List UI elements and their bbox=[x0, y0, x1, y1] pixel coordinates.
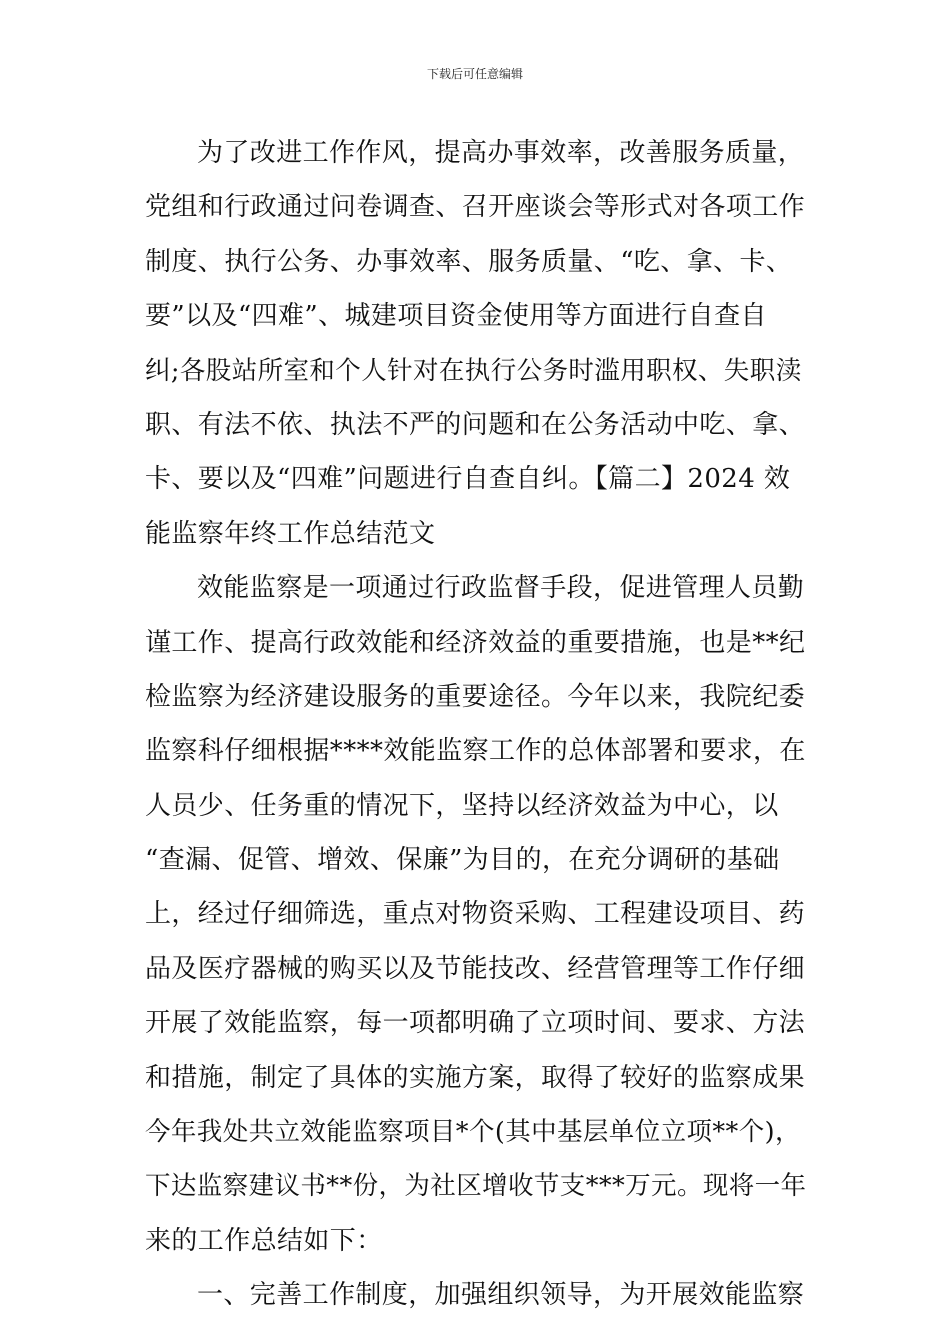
text-line: 制度、执行公务、办事效率、服务质量、“吃、拿、卡、 bbox=[145, 246, 793, 277]
text-line: “查漏、促管、增效、保廉”为目的，在充分调研的基础 bbox=[145, 845, 780, 876]
text-line: 开展了效能监察，每一项都明确了立项时间、要求、方法 bbox=[145, 1008, 806, 1039]
document-body bbox=[145, 126, 808, 1323]
page-header: 下载后可任意编辑 bbox=[426, 67, 523, 81]
text-line: 谨工作、提高行政效能和经济效益的重要措施，也是**纪 bbox=[145, 627, 806, 658]
text-line: 来的工作总结如下： bbox=[145, 1225, 383, 1256]
text-line: 品及医疗器械的购买以及节能技改、经营管理等工作仔细 bbox=[145, 953, 806, 984]
text-line: 和措施，制定了具体的实施方案，取得了较好的监察成果 bbox=[145, 1062, 806, 1093]
text-line: 一、完善工作制度，加强组织领导，为开展效能监察 bbox=[197, 1280, 805, 1311]
text-line: 卡、要以及“四难”问题进行自查自纠。【篇二】2024 效 bbox=[145, 464, 791, 495]
text-line: 今年我处共立效能监察项目*个(其中基层单位立项**个)， bbox=[145, 1117, 801, 1148]
text-line: 要”以及“四难”、城建项目资金使用等方面进行自查自 bbox=[145, 301, 767, 332]
text-line: 人员少、任务重的情况下，坚持以经济效益为中心，以 bbox=[145, 790, 779, 821]
text-line: 检监察为经济建设服务的重要途径。今年以来，我院纪委 bbox=[145, 681, 806, 712]
text-line: 为了改进工作作风，提高办事效率，改善服务质量， bbox=[197, 138, 805, 168]
text-line: 能监察年终工作总结范文 bbox=[145, 518, 436, 549]
text-line: 监察科仔细根据****效能监察工作的总体部署和要求，在 bbox=[145, 736, 806, 767]
text-line: 党组和行政通过问卷调查、召开座谈会等形式对各项工作 bbox=[145, 192, 806, 223]
text-line: 上，经过仔细筛选，重点对物资采购、工程建设项目、药 bbox=[145, 899, 806, 930]
text-line: 下达监察建议书**份，为社区增收节支***万元。现将一年 bbox=[145, 1171, 807, 1202]
text-line: 纠;各股站所室和个人针对在执行公务时滥用职权、失职渎 bbox=[145, 355, 802, 386]
text-line: 职、有法不依、执法不严的问题和在公务活动中吃、拿、 bbox=[145, 409, 806, 440]
text-line: 效能监察是一项通过行政监督手段，促进管理人员勤 bbox=[197, 573, 805, 604]
